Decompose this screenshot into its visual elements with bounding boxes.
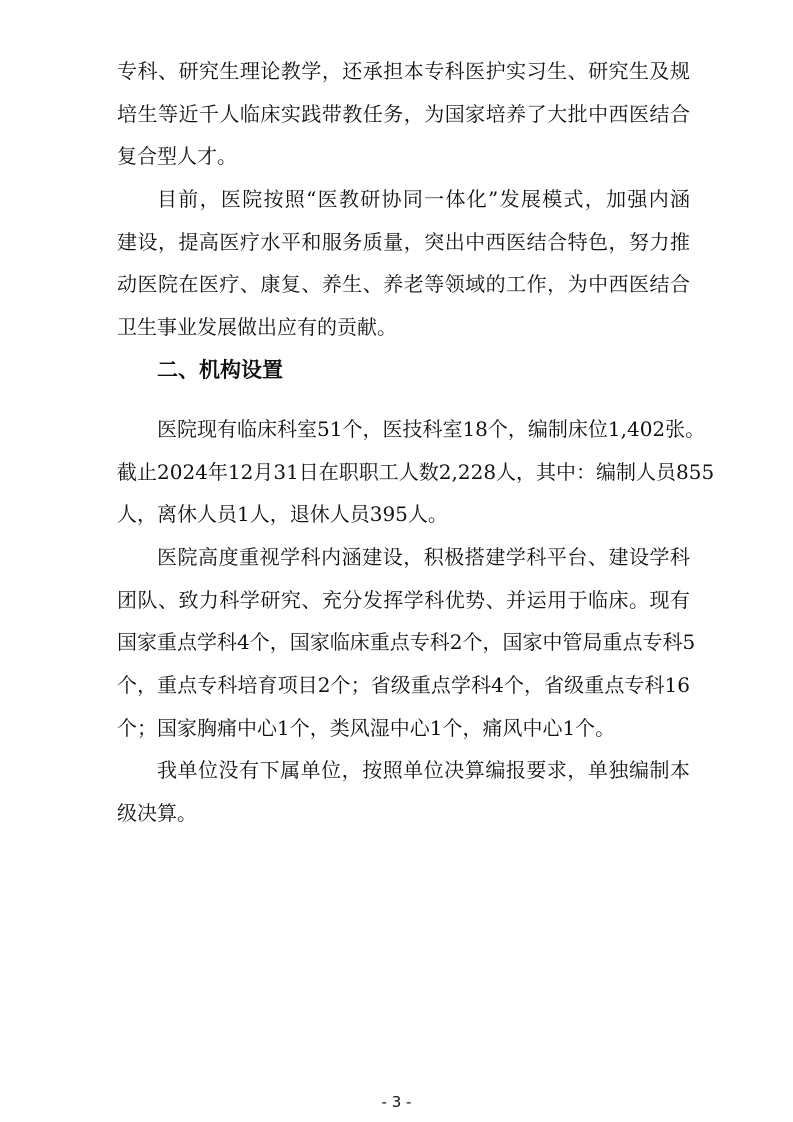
paragraph-line: 级决算。 <box>117 801 197 825</box>
paragraph-line: 我单位没有下属单位，按照单位决算编报要求，单独编制本 <box>157 758 690 782</box>
page-number: - 3 - <box>381 1093 412 1111</box>
paragraph-line: 医院高度重视学科内涵建设，积极搭建学科平台、建设学科 <box>157 545 690 569</box>
paragraph-line: 动医院在医疗、康复、养生、养老等领域的工作，为中西医结合 <box>117 272 690 296</box>
paragraph-line: 建设，提高医疗水平和服务质量，突出中西医结合特色，努力推 <box>117 230 690 254</box>
paragraph-line: 个，重点专科培育项目2个；省级重点学科4个，省级重点专科16 <box>117 673 690 697</box>
paragraph-line: 复合型人才。 <box>117 144 237 168</box>
paragraph-line: 培生等近千人临床实践带教任务，为国家培养了大批中西医结合 <box>117 102 690 126</box>
paragraph-line: 国家重点学科4个，国家临床重点专科2个，国家中管局重点专科5 <box>117 630 696 654</box>
paragraph-line: 截止2024年12月31日在职职工人数2,228人，其中：编制人员855 <box>117 460 715 484</box>
paragraph-line: 个；国家胸痛中心1个，类风湿中心1个，痛风中心1个。 <box>117 716 616 740</box>
section-heading: 二、机构设置 <box>157 358 283 382</box>
paragraph-line: 医院现有临床科室51个，医技科室18个，编制床位1,402张。 <box>157 417 706 441</box>
paragraph-line: 卫生事业发展做出应有的贡献。 <box>117 315 397 339</box>
paragraph-line: 专科、研究生理论教学，还承担本专科医护实习生、研究生及规 <box>117 59 690 83</box>
paragraph-line: 人，离休人员1人，退休人员395人。 <box>117 502 448 526</box>
paragraph-line: 团队、致力科学研究、充分发挥学科优势、并运用于临床。现有 <box>117 588 690 612</box>
paragraph-line: 目前，医院按照“医教研协同一体化”发展模式，加强内涵 <box>157 187 690 211</box>
